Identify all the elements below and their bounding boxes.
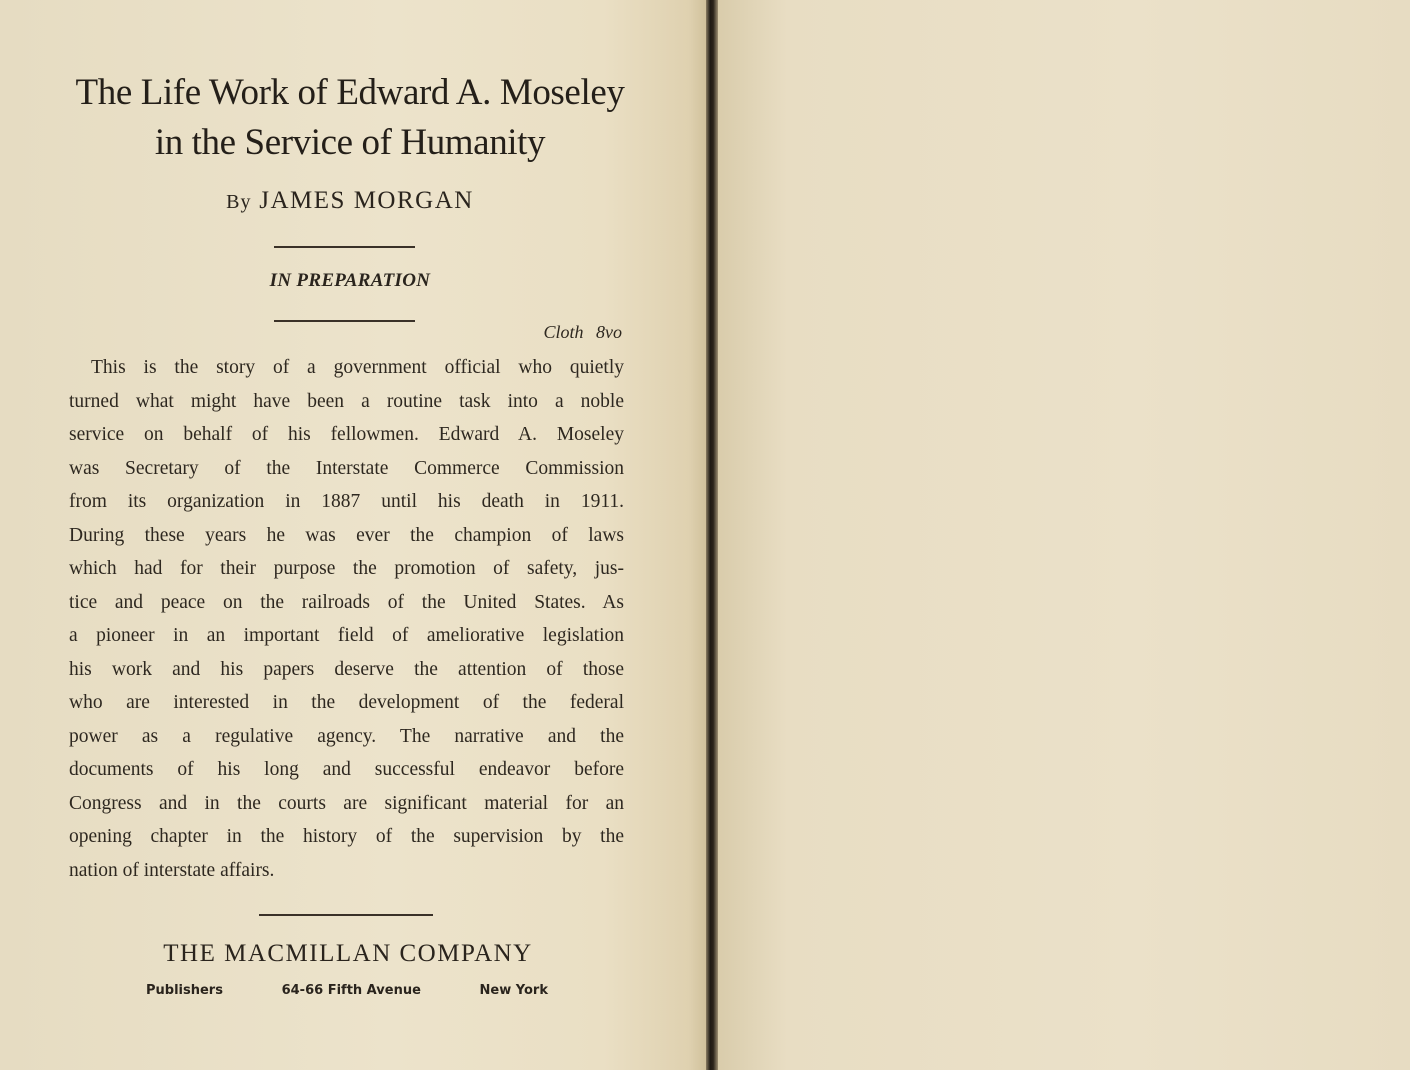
title-line-2: in the Service of Humanity	[154, 122, 546, 163]
description-line: a pioneer in an important field of ameliorative legislation	[69, 625, 624, 646]
imprint-city: New York	[479, 983, 548, 998]
description-line: service on behalf of his fellowmen. Edward A. Moseley	[69, 424, 624, 445]
description-line: tice and peace on the railroads of the United States. As	[69, 591, 624, 613]
book-title	[40, 68, 660, 168]
right-page-blank	[718, 0, 1410, 1070]
description-line: opening chapter in the history of the supervision by the	[69, 826, 624, 847]
description-line: Congress and in the courts are significant material for an	[69, 792, 624, 814]
rule-bottom	[259, 914, 433, 916]
description-line: This is the story of a government official who quietly	[91, 357, 624, 378]
imprint-role: Publishers	[146, 983, 223, 998]
description-line: During these years he was ever the champion of laws	[69, 524, 624, 546]
description-line: was Secretary of the Interstate Commerce Commission	[69, 457, 624, 479]
book-gutter	[706, 0, 718, 1070]
description-line: turned what might have been a routine task into a noble	[69, 390, 624, 412]
rule-middle	[274, 320, 415, 322]
description-line: power as a regulative agency. The narrative and the	[69, 725, 624, 747]
description-line: who are interested in the development of the federal	[69, 692, 624, 713]
author-prefix: By	[226, 191, 252, 213]
title-line-1: The Life Work of Edward A. Moseley	[75, 72, 625, 113]
imprint-line	[146, 983, 548, 998]
description-line: his work and his papers deserve the attention of those	[69, 658, 624, 680]
status-label: IN PREPARATION	[269, 270, 431, 291]
author-name: JAMES MORGAN	[259, 187, 474, 214]
imprint-address: 64-66 Fifth Avenue	[281, 983, 421, 998]
binding-format: Cloth 8vo	[543, 322, 622, 342]
description-line: nation of interstate affairs.	[69, 859, 275, 881]
description-line: from its organization in 1887 until his death in 1911.	[69, 491, 624, 512]
rule-top	[274, 246, 415, 248]
author-line	[50, 187, 650, 215]
description	[69, 351, 624, 887]
publisher-name: THE MACMILLAN COMPANY	[163, 940, 533, 967]
description-line: which had for their purpose the promotion of safety, jus-	[69, 558, 624, 579]
description-line: documents of his long and successful endeavor before	[69, 759, 624, 780]
